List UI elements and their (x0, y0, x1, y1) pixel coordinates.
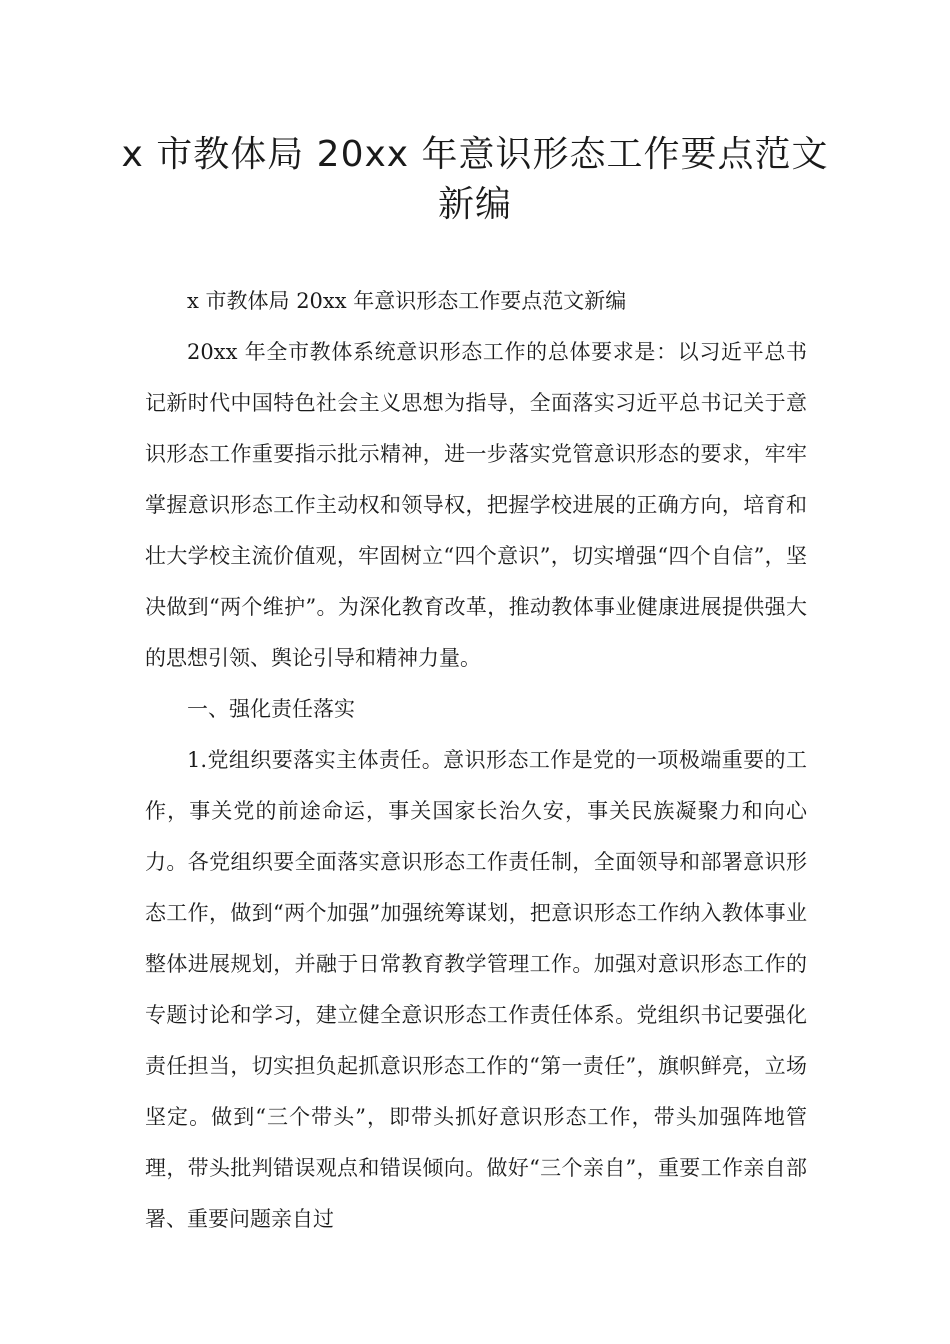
document-title: x 市教体局 20xx 年意识形态工作要点范文新编 (121, 134, 829, 225)
section-heading: 一、强化责任落实 (187, 697, 355, 721)
document-body (145, 276, 807, 1245)
body-paragraph: 1.党组织要落实主体责任。意识形态工作是党的一项极端重要的工作，事关党的前途命运，事关国家长治久安，事关民族凝聚力和向心力。各党组织要全面落实意识形态工作责任制，全面领导和部署意识形态工作，做到“两个加强”加强统筹谋划，把意识形态工作纳入教体事业整体进展规划，并融于日常教育教学管理工作。加强对意识形态工作的专题讨论和学习，建立健全意识形态工作责任体系。党组织书记要强化责任担当，切实担负起抓意识形态工作的“第一责任”，旗帜鲜亮，立场坚定。做到“三个带头”，即带头抓好意识形态工作，带头加强阵地管理，带头批判错误观点和错误倾向。做好“三个亲自”，重要工作亲自部署、重要问题亲自过 (145, 748, 807, 1231)
body-paragraph: 20xx 年全市教体系统意识形态工作的总体要求是：以习近平总书记新时代中国特色社会主义思想为指导，全面落实习近平总书记关于意识形态工作重要指示批示精神，进一步落实党管意识形态的要求，牢牢掌握意识形态工作主动权和领导权，把握学校进展的正确方向，培育和壮大学校主流价值观，牢固树立“四个意识”，切实增强“四个自信”，坚决做到“两个维护”。为深化教育改革，推动教体事业健康进展提供强大的思想引领、舆论引导和精神力量。 (145, 340, 807, 670)
subtitle-paragraph: x 市教体局 20xx 年意识形态工作要点范文新编 (187, 289, 627, 313)
